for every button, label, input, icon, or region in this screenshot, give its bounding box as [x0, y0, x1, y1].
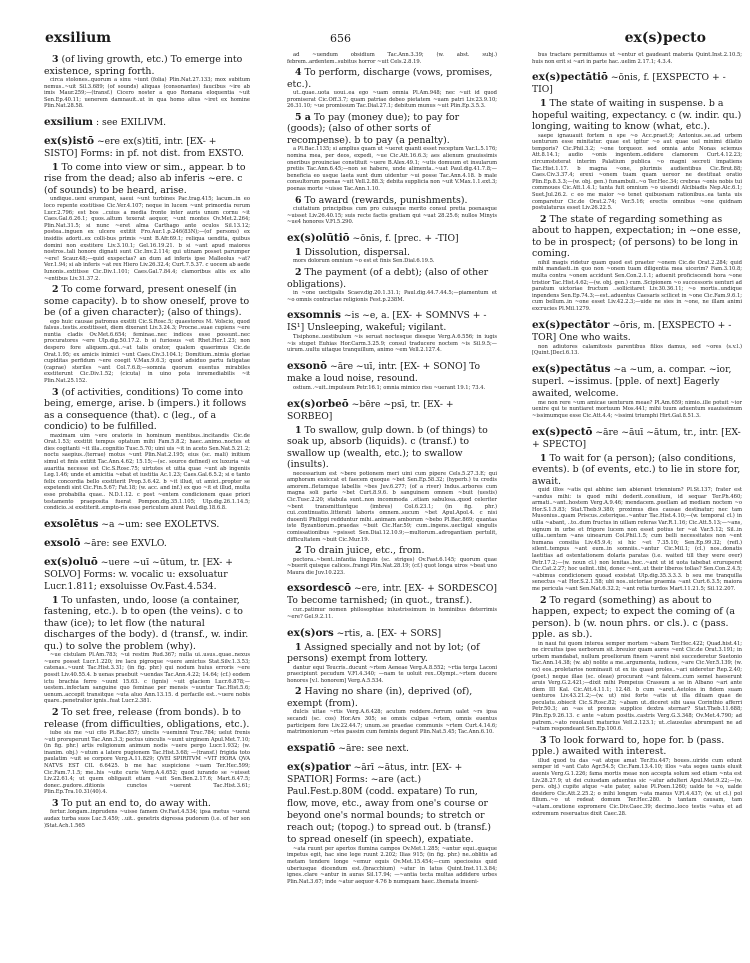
entry-grammar-line: ~a ~um: see EXOLETVS.	[101, 518, 220, 530]
sense-definition	[44, 54, 250, 77]
sense-definition	[287, 67, 497, 90]
sense-number: 3	[52, 54, 59, 65]
sense-definition	[532, 735, 742, 758]
sense-text: (of living growth, etc.) To emerge into existence, spring forth.	[44, 54, 243, 77]
sense-text: To put an end to, do away with.	[61, 797, 211, 809]
citations: dantur equi Teucris..ducunt ~rtem Aeneae Verg.A.8.552; ~rtia terga Laconi praecipiunt pecudum V.Fl.4.340; —nam te uoluit rex..Olympi..~rtem ducere honores [v.l. honorem] Verg.A.5.534.	[287, 664, 497, 684]
headword: exsolō	[44, 536, 81, 549]
sense-definition	[287, 545, 497, 557]
sense-definition	[532, 214, 742, 260]
dictionary-entry	[44, 54, 250, 110]
entry-head	[287, 627, 497, 640]
headword: ex(s)oluō	[44, 555, 98, 568]
citations: nihil magis ridetur quam quod est praeter ~onem Cic.de Orat.2.284; quid mihi mandasti..in quo non ~onem tuam diligentia mea uicerim? Fam.3.10.8; multa contra ~onem accidunt Sen.Con.2.1.1; aduenit proficiscendi hora ~one tristior Tac.Hist.4.62;—(w. obj. gen.) cum..Scipionem ~o successoris uenturi ad paratum uictoriae fructum ..sollicitaret Liv.30.36.11; ~o mortis..undique inpendens Sen.Ep.74.3;—est..aduentus Caesaris scilicet in ~one Cic.Fam.9.6.1; cum bellum..in ~one esset Liv.42.2.3;—uide ne sies in ~one, ne illam animi excrucies Pl.Mil.1279.	[532, 259, 742, 312]
sense-number: 6	[295, 194, 302, 206]
dictionary-entry	[287, 52, 497, 226]
sense-number: 3	[540, 734, 547, 746]
citations: mors dolorum omnium ~o est et finis Sen.Dial.6.19.5.	[293, 258, 435, 265]
dictionary-entry	[44, 537, 250, 550]
dictionary-entry	[532, 319, 742, 357]
sense-text: The payment (of a debt); (also of other obligations).	[287, 267, 489, 290]
citations: necessarium est ~bere potionem meri uini cum pipere Cels.5.27.3.E; qui amphoram exsiccat et faecem quoque ~bet Sen.Ep.58.32; (hyperb.) tu credis amorem..fletumque labellis ~bes Juv.6.277; (of a river) Indus..arbores cum magna soli parte ~bet Curt.8.9.6. b sanguinem omnem ~buit (uestis) Cic.Tusc.2.20; stabula sunt..non incommoda ..etiam sabulosa..quod celeriter ~bent transmittuntque (imbres) Col.6.23.1; (in fig. phr.) cui..continuatio..litterati laboris omnem..sucum ~bet Apul.Apol.4. c nisi duoenti Philippi redduntur mihi..animam amborum ~bebo Pl.Bac.869; quantas iste Byzantiorum..praedas ~buit Cic.Har.59; cum..ingens..uectigal singulis comissationibus ~psisset Sen.Dial.12.10.9;—multorum..adrogantiam pertulit, difficultatem ~buit Cic.Mur.19.	[287, 470, 497, 543]
entry-head	[44, 537, 250, 550]
entry-head	[287, 360, 497, 385]
entry-head	[287, 309, 497, 334]
sense-text: To regard (something) as about to happen, expect; to expect the coming of (a person). b (w. noun phrs. or cls.). c (pass. pple. as sb.).	[532, 594, 735, 641]
citations: ciuitatium principibus cum pro cuiusque merito consul pretia poenasque ~uisset Liv.26.40.15; suis recte factis gratiam qui ~uat 28.25.6; nullos Minyis ~ue4 honores V.Fl.5.290.	[287, 206, 497, 226]
headword: ex(s)istō	[44, 134, 95, 147]
sense-number: 1	[540, 98, 547, 110]
entry-head	[287, 742, 497, 755]
sense-number: 5 a	[295, 111, 311, 123]
dictionary-entry	[44, 518, 250, 531]
sense-number: 1	[52, 161, 59, 173]
citations: in naui fui quom interea semper mortem ~abam Ter.Hec.422; Quad.hist.41; ne circuitus ipse uerborum sit..breuior quam aures ~ent Cic.de Orat.3.191; in urbem mandabat, nullum proeliorum finem ~arent nisi succederetur Suetonio Tac.Ann.14.38; (w. ab) nolite a me..argumenta, iudices, ~are Cic.Ver.5.139; (w. ex) eos..proletarios nominauit ut ex iis quasi proles..~ari uideretur Rep.2.40; (poet.) neque illae (sc. oleae) procurant ~ant falcem..cum semel haeserunt aruis Verg.G.2.421;—dixit mihi Pompeius Crassum a se in Albano ~ari ante diem III Kal. Cic.Att.4.11.1; 12.48. b cum ~aret..Aetolos in fidem suam uenturos Liv.43.21.2;—(w. ut) nisi forte ~atis ut illa diluam quae de peculatu..obiecit Cic.S.Rosc.82; ~abam ut..diceret sibi uasa Corinthio afferri Petr.50.3; an ~as ut pronus supplice dextra sternar? Stat.Theb.11.688; Plin.Ep.9.26.13. c ante ~atum positis..castris Verg.G.3.348; Ov.Met.4.790; ad patrem..~ato reuolauit maturius Vell.2.123.1; ut..clausulas abrumpant ne ad ~atum respondeant Sen.Ep.100.6.	[532, 640, 742, 733]
sense-definition	[44, 707, 250, 730]
sense-definition	[287, 642, 497, 665]
entry-grammar-line: ~ārī ~ātus, intr. [EX- + SPATIOR] Forms: ~are (act.) Paul.Fest.p.80M (codd. expatare) To run, flow, move, etc., away from one's course or beyond one's normal bounds; to stretch or reach out; (topog.) to spread out. b (transf.) to spread oneself (in speech), expatiate.	[287, 761, 491, 845]
sense-definition	[287, 267, 497, 290]
sense-text: To unfasten, undo, loose (a container, fastening, etc.). b to open (the veins). c to thaw (ice); to let flow (the natural discharges of the body). d (transf., w. indir. qu.) to solve the problem (why).	[44, 594, 249, 652]
sense-number: 2	[295, 686, 302, 698]
sense-number: 2	[52, 707, 59, 718]
dictionary-entry	[44, 135, 250, 512]
sense-text: (of activities, conditions) To come into being, emerge, arise. b (impers.) it follows as a consequence (that). c (leg., of a condicio) to be fulfilled.	[44, 386, 247, 433]
citations: illud quod tu das ~at atque amat Ter.Eu.447; boues..uiride cum edunt semper id ~ant Cato Agr.54.5; Cic.Fam.13.4.10; illos ~ata seges uanis elusit auenis Verg.G.1.226; fama mortis meae non accepta solum sed etiam ~nta est Liv.28.27.9; ut dei cuiusdam aduentus sic ~atur adulteri Apul.Met.9.22;—(w. pers. obj.) cupite atque ~ate pater, salue Pl.Poen.1260; ualde te ~o, ualde desidero Cic.Att.2.25.2; o mihi longum ~ata manus V.Fl.4.437; (w. ut cl.) pol filium..~o ut redeat domum Ter.Hec.280. b tantam causam, tam ~atam..oratione expromere Cic.Div.Caec.39; decimo..loco testis ~atus et ad extremum reseruatus dixit Caec.28.	[532, 757, 742, 817]
dictionary-entry	[532, 71, 742, 312]
entry-grammar-line: ~āre: see next.	[338, 742, 409, 754]
headword: ex(s)pectātus	[532, 362, 611, 375]
headword: exsolētus	[44, 517, 99, 530]
citations: me non rere ~um amicae uenturum meae? Pl.Am.659; nimio..ille potuit ~ior uenire qui te nuntiaret mortuum Mos.441; mihi tuum aduentum suauissimum ~issimumque esse Cic.Att.4.4; ~issimi triumphi Hirt.Gal.8.51.3.	[532, 399, 742, 419]
sense-text: To pay (money due); to pay for (goods); (also of other sorts of recompense). b to pay (a penalty).	[287, 111, 460, 146]
entry-head	[287, 398, 497, 423]
entry-head	[532, 71, 742, 96]
sense-definition	[532, 453, 742, 488]
citations: quid illos ~atis qui abhinc iam abierant triennium? Pl.St.137; frater est ~andus mihi: is quod mihi dederit..consilium, id sequar Ter.Ph.460; armati..~ant..hostem Verg.A.9.46; mendacem..puellam ad mediam noctem ~o Hor.S.1.5.83; Stat.Theb.9.380; proximus dies causae destinatur; nec tam Musonius..quam Priscus..ceterique..~antur Tac.Hist.4.10;—(w. temporal cl.) in uilla ~abant, ..to..dum fructus in uillam referas Var.R.1.16; Cic.Att.5.13;—~ans, signum in urbe et frigore lucem non esset potius ter ~at Var.5.12; Sil..in uilla..uentum ~ans uinearum Col.Phil.1.5; cum belli necessitates non ~ent humana consilia Liv.45.9.4; si hic ~et 7.35.10; Sen.Ep.99.32; (refl.) silent..tempus ~ant eum..in somniis..~antur Cic.Mil.1; (cl.) nos..donatis laetitias ad ostentationem dolaris paratas (i.e. waited till they were over) Petr.17.2;—(w. noun cl.) non lenitas..hoc..~ant ut id uota tabebat eruruperet Cic.Cat.2.27; hoc uelint..tibi, donec ~ent..ut their liberos tollas? Sen.Con.2.4.5; ~abimus condicionem quoad exsistat Ulp.dig.35.3.3.3. b seu me tranquilla senectus ~at Hor.S.2.1.58; ubi nos..uictoriae praemia ~ant Curt.6.3.5; maiora me pericula ~ant Sen.Nat.6.32.2; ~ant retia turdos Mart.11.21.5; Sil.12.207.	[532, 487, 742, 592]
citations: a Pl.Bac.1135; si amplius quam ut ~ueret quanti esset receptum Var.L.5.176; nomina mea, per deos, expedi, ~ue Cic.Att.16.6.3; aes alienum grauissimis oneribus prouinciae constituit ~uere B.Alex.49.1; ~utis domuum et insularum pretiis Tac.Ann.6.45;—non se habere, unde alimenta..~uat Paul.dig.41.7.8;—beneficia eo usque laeta sunt dum uidentur ~ui posse Tac.Ann.4.18. b male consultorum poenas ~uit Vell.2.88.3; debita supplicia non ~uit V.Max.1.1.ext.3; poenas morte ~uisse Tac.Ann.1.10.	[287, 146, 497, 193]
dictionary-entry	[287, 309, 497, 354]
sense-number: 2	[52, 284, 59, 296]
headword: ex(s)olūtiō	[287, 231, 350, 244]
citations: undique..ueni erumpant, saeui ~unt turbines Pac.trag.415; lacum..in eo loco repente exstitisse Cic.Ver.4.107; neque in lucem ~unt primordia rerum Lucr.2.796; est bos ..cuius a media fronte inter auris unum cornu ~it Caes.Gal.6.26.1; quos..altum texerat aequor, ~unt montes Ov.Met.2.264; Plin.Nat.31.5; si nunc ~eret alma Carthago ante oculos Sil.13.12; postea..inguen ex ulcere extitit Fro.Aur.1.p.246(83N);—(of persons) ex insidiis adorti..ex colli-bus primis ~unt B.Afr.69.1; reliqua uendita, quibus domini non exstitere Liv.3.10.1; Gel.16.19.21. b si ~ant apud maiores nostros..tali honore dignati sunt Cic.Inv.2.114; qui utinam posset parumper ~ere! Scaur.48;—quid exspectas? an dum ad inferis ipse Malleolus ~at? Ver.1.94; si ab inferis ~at rex Hiero Liv.26.32.4; Curt.7.5.37. c uocem ab aede Iunonis..extitisse Cic.Div.1.101; Caes.Gal.7.84.4; clamoribus aliis ex alio ~entibus Liv.31.37.2.	[44, 196, 250, 282]
entry-head	[287, 761, 497, 846]
sense-text: To come forward, present oneself (in some capacity). b to show oneself, prove to be (of a given character); (also of things).	[44, 284, 250, 319]
sense-number: 2	[295, 267, 302, 278]
citations: ego huic causae patronus exstiti Cic.S.Rosc.5; quaestores M. Volscio, quod falsus..testis..exstitisset, diem dixerant Liv.3.24.3; Procne..suae cupiens ~ere nuntia cladis Ov.Met.6.654; feminae..nec indices esse possunt..nec procuratores ~ere Ulp.dig.50.17.2. b si furiosus ~et Rhet.Her.1.23; non despero fore aliquem..qui..~at talis orator, qualem quaerimus Cic.de Orat.1.95; ex amicis inimici ~unt Caes.Civ.3.104.1; Domitium..nimia gloriae cupiditas perfidum ~ere coegit V.Max.9.6.3; quod adsiduo partu fatigatae (caprae) steriles ~ant Col.7.6.8;—somnia quorum euentus mirabiles exstiterunt Cic.Div.1.52; (cicuta) in uino pota inremediabilis ~it Plin.Nat.25.152.	[44, 318, 250, 385]
entry-head	[532, 426, 742, 451]
sense-text: To swallow, gulp down. b (of things) to soak up, absorb (liquids). c (transf.) to swallow up (wealth, etc.); to swallow (insults).	[287, 424, 488, 471]
left-guideword: exsilium	[45, 30, 112, 46]
headword: exsilium	[44, 115, 94, 128]
headword: ex(s)patior	[287, 760, 351, 773]
sense-number: 2	[540, 594, 547, 606]
entry-grammar-line: ~ere, intr. [EX- + SORDESCO] To become tarnished; (in quot., transf.).	[287, 583, 497, 607]
dictionary-entry	[287, 761, 497, 886]
sense-text: To set free, release (from bonds). b to release (from difficulties, obligations, etc.).	[44, 707, 250, 730]
sense-number: 3	[52, 386, 59, 398]
sense-text: The state of waiting in suspense. b a hopeful waiting, expectancy. c (w. indir. qu.) longing, waiting to know (what, etc.).	[532, 98, 742, 133]
headword: ex(s)pectātor	[532, 318, 610, 331]
entry-grammar-line: ~ere ex(s)titī, intr. [EX- + SISTO] Forms: in pf. not dist. from EXSTO.	[44, 135, 244, 159]
citations: circa stolones..quorum a sinu ~iunt (folia) Plin.Nat.27.133; mox subitum nemus..~uit Sil.3.689; (of sounds) aliquas (consonantes) faucibus ~ire ab imis Maur.259;—(transf.) Cicero noster a quo Romana eloquentia ~uit Sen.Ep.40.11; uenerem damnauit..ut in qua homo alius ~iret ex homine Plin.Nat.28.58.	[44, 77, 250, 110]
sense-definition	[532, 595, 742, 641]
sense-number: 1	[540, 452, 547, 464]
entry-grammar-line: ~ōris, m. [EXSPECTO + -TOR] One who waits.	[532, 319, 732, 343]
citations: ostium..~uit..impulsum Petr.16.1; omnia mimico risu ~uerant 19.1; 73.4.	[293, 384, 486, 391]
sense-text: To wait for (a person); (also conditions, events). b (of events, etc.) to lie in store for, await.	[532, 452, 741, 487]
citations: ad ~uendum obsidium Tac.Ann.3.39; (w. abst. subj.) febrem..ardentem..subitus horror ~uit Cels.2.8.19.	[287, 52, 497, 65]
entry-grammar-line: ~āre ~āuī ~ātum, tr., intr. [EX- + SPECTO]	[532, 426, 741, 450]
citations: ~ue cistulam Pl.Am.783; ~ui restim Rud.367; nulla ui..usus..quae..nexus ~uere posset Lucr.1.220; ire lacu pigroque ~uere amictus Stat.Silv.1.3.53; catenas..~uunt Tac.Hist.3.31; (in fig. phr.) qui nodum huius erroris ~ere possit Liv.40.55.4. b uenas praebuit ~uendas Tac.Ann.4.22; 14.64; (cf.) eodem ictu brachia ferro ~uunt 15.63. c (ignis) ~uit glaciem Lucr.6.878;—uestem..infectam sanguine quo feminae per mensis ~uuntur Tac.Hist.5.6; uenum..accepit transitque ~uta aluo Ann.13.15. d perfacile est..~uere nobis quare..penetralior ignis..fuat Lucr.2.381.	[44, 652, 250, 705]
dictionary-entry	[287, 627, 497, 736]
dictionary-entry	[287, 360, 497, 392]
entry-grammar-line: ~uere ~uī ~ūtum, tr. [EX- + SOLVO] Forms: w. vocalic u: exsoluatur Lucr.1.811; exsoluisse Ov.Fast.4.534.	[44, 556, 233, 592]
entry-grammar-line: ~rtis, a. [EX- + SORS]	[336, 627, 442, 639]
sense-text: To look forward to, hope for. b (pass. pple.) awaited with interest.	[532, 734, 725, 758]
sense-definition	[287, 195, 497, 207]
entry-head	[44, 116, 250, 129]
column-3	[532, 52, 742, 823]
entry-head	[44, 518, 250, 531]
entry-grammar-line: ~ōnis, f. [EXSPECTO + -TIO]	[532, 72, 726, 96]
citations: saepe ignauauit fortem n spe ~o Acc.praet.9; Antonius..se..ad urbem uenturum esse minitatur. quae est igitur ~o aut quae uel minimi dilatio temporis? Cic.Phil.3.2; ~one torqueor. sed omnia ante Nonas sciemus Att.8.14.1; audio ~onis ingentem..edidere clamorem Curt.4.12.23; circumsteterat interim Palatium publica ~o magni secreti impatiens Tac.Hist.1.17. b magna ~one, plurimis audientibus Cic.Brut.88; Caes.Civ.3.37.4; erexi ~onem tuam quam uereor ne destituat oratio Plin.Ep.8.3.3;—(w. obj. gen.) funambuli..~o Ter.Hec.34; crebras ~onis nobis tui commoues Cic.Att.1.4.1; tanta fuit omnium ~o uisendi Alcibiadis Nep.Alc.6.1; Suet.Jul.26.2. c eo me maior ~o tenet quibusnam rationibus..ea tanta uis comparetur Cic.de Orat.2.74; Ver.5.16; erectis omnibus ~one quidnam postulaturus esset Liv.26.22.5.	[532, 132, 742, 212]
headword: exsonō	[287, 359, 328, 372]
sense-number: 2	[295, 545, 302, 557]
citations: maximam uim ~ere oratoris in hominum mentibus..incitandis Cic.de Orat.1.53; exstitit tempus optatum mihi Fam.5.8.2; haec..animo..noctes et dies cogitanti ~it illa..cognitio Tusc.5.70; uini uis ~it in aceto Sen.Nat.5.21.2; noctu saepius..(terrae) motus ~unt Plin.Nat.2.195; eius (sc. mali) initium simul et finis extitit Tac.Ann.4.62; 15.15;—(sc. source defined) ex luxuria ~at auaritia necesse est Cic.S.Rosc.75; uirtutes et uitia quae ~unt ab ingeniis Leg.1.46; unde et amicitia ~ebat et iustitia Ac.1.23; Caes.Gal.6.5.2; si e tanto felix concordia bello exstiterit Prop.3.6.42. b ~it illud, ut amici..propter se expetendi sint Cic.Fin.5.67; Fat.18; (w. acc. and inf.) ex quo ~it et illud, multa esse probabilia quae.. N.D.1.12. c post ~entem condicionem quae priori testamento praeposita fuerat Pompon.dig.35.1.105; Ulp.dig.26.1.14.5; condicio..si exstiterit..empto-ris esse periculum aiunt Paul.dig.18.6.8.	[44, 432, 250, 512]
sense-number: 3	[52, 797, 59, 809]
sense-text: To drain juice, etc., from.	[304, 545, 425, 557]
sense-text: Having no share (in), deprived (of), exempt (from).	[287, 686, 473, 709]
sense-definition	[532, 98, 742, 133]
sense-number: 4	[295, 67, 302, 79]
entry-head	[532, 363, 742, 400]
dictionary-entry	[287, 398, 497, 577]
headword: exsomnis	[287, 309, 341, 322]
page-number: 656	[330, 32, 351, 45]
entry-grammar-line: ~is ~e, a. [EX- + SOMNVS + -IS¹] Unsleeping, wakeful; vigilant.	[287, 310, 487, 334]
dictionary-entry	[44, 556, 250, 829]
sense-number: 1	[295, 424, 302, 436]
sense-definition	[44, 798, 250, 810]
sense-text: Dissolution, dispersal.	[304, 246, 410, 258]
sense-text: To award (rewards, punishments).	[304, 194, 468, 206]
citations: in ~one uectigalis Scaev.dig.20.1.31.1; Paul.dig.44.7.44.5;—piamentum et ~o omnis contractae religionis Fest.p.238M.	[287, 290, 497, 303]
citations: iube sis me ~ui cito Pl.Bac.857; uinclis ~ueminni Truc.784; uelut frenis ~uti proruperunt Tac.Ann.3.3; pectus uinculis ~uunt uirginem Apul.Met.7.10; (in fig. phr.) artis religionum animum nodis ~uere pergo Lucr.1.932; (w. inanim. obj.) ~utum a latere pugionem Tac.Hist.3.68; —(transf.) frigida toto paulatim ~uit se corpore Verg.A.11.829; QVEI SPIRITVM ~VIT HORA QVA NATVS EST CIL 6.6425. b me hac suspicione ~uam Ter.Hec.599; Cic.Fam.7.1.5; me..his ~uite curis Verg.A.4.652; quod iurando se ~uisset Liv.22.61.4; ut quem obligauit etiam ~uit Sen.Ben.2.17.6; Mart.6.47.5; donec..pudore..ditionis cunctos ~uerent Tac.Hist.3.61; Plin.Ep.Tra.10.31(40).4.	[44, 730, 250, 796]
citations: bus tractare permittamus ut ~entur et gaudeant materia Quint.Inst.2.10.5; huis non erit si ~ari in parte hac..uelim 2.17.1; 4.3.4.	[532, 52, 742, 65]
dictionary-entry	[287, 582, 497, 620]
dictionary-entry	[532, 363, 742, 420]
sense-text: Assigned specially and not by lot; (of persons) exempt from lottery.	[287, 641, 480, 665]
sense-text: The state of regarding something as about to happen, expectation; in ~one esse, to be in prospect; (of persons) to be long in coming.	[532, 213, 741, 260]
headword: ex(s)ors	[287, 626, 334, 639]
headword: exsordescō	[287, 582, 352, 595]
sense-number: 1	[295, 641, 302, 653]
dictionary-entry	[532, 52, 742, 65]
dictionary-entry	[44, 116, 250, 129]
headword: ex(s)pectātiō	[532, 71, 608, 84]
headword: ex(s)orbeō	[287, 397, 349, 410]
citations: ~ata ruunt per apertos flumina campos Ov.Met.1.285; ~antur equi..quaque impetus egit, hac sine lege ruunt 2.202; Ilias 915; (in fig. phr.) ne..oblitis ad metam tendere longe ~emur equis Ov.Met.15.454;—cum speciosius quid uberiusque dicendum est..(bracchium) ~atur in latus Quint.Inst.11.3.84; ignes..clare ~antur in auras Sil.17.94; —~antia tecta multas addidere urbes Plin.Nat.3.67; inde ~atur aequor 4.76 b numquam haec..themata inueni-	[287, 845, 497, 885]
sense-number: 2	[540, 213, 547, 225]
entry-grammar-line: ~āre ~uī, intr. [EX- + SONO] To make a loud noise, resound.	[287, 360, 481, 384]
sense-definition	[44, 387, 250, 433]
sense-text: To come into view or sim., appear. b to rise from the dead; also ab inferis ~ere. c (of sounds) to be heard, arise.	[44, 161, 246, 196]
entry-head	[287, 232, 497, 245]
sense-definition	[44, 162, 250, 197]
citations: fertur..longam..inprudens ~uisse famem Ov.Fast.4.534; ipsa metus ~uerat audax turba suos Luc.5.459; ..uit.. genetrix digressa pudorem (i.e. of her son )Stat.Ach.1.565	[44, 809, 250, 829]
column-2	[287, 52, 497, 891]
entry-head	[44, 135, 250, 160]
entry-grammar-line: : see EXILIVM.	[95, 116, 167, 128]
sense-definition	[287, 686, 497, 709]
citations: pectora..~bent..infantia linguis (sc. striges) Ov.Fast.6.145; quorum quae ~buerit quisque calices..frangi Plin.Nat.28.19; (cf.) quot longa uiros ~beat uno Maura die Juv.10.223.	[287, 556, 497, 576]
citations: cur..patimur nomen philosophiae inlustrissimum in hominibus deterrimis ~ere? Gel.9.2.11.	[287, 607, 497, 620]
citations: Tisiphone..uestibulum ~is seruat noctesque diesque Verg.A.6.556; in iugis ~is stupet Euhias Hor.Carm.3.25.9; consul traducere noctem ~is Sil.9.5;—uirum..uultu uitaque tranquillum, animo ~em Vell.2.127.4.	[287, 334, 497, 354]
dictionary-entry	[287, 742, 497, 755]
entry-head	[532, 319, 742, 344]
column-1	[44, 52, 250, 835]
entry-grammar-line: ~āre: see EXVLO.	[83, 537, 167, 549]
right-guideword: ex(s)pecto	[624, 30, 706, 46]
headword: ex(s)pectō	[532, 425, 593, 438]
sense-definition	[287, 425, 497, 471]
citations: dulcis uitae ~rtis Verg.A.6.428; acutum reddere..ferrum ualet ~rs ipsa secandi (sc. cos) Hor.Ars 305; se omnis culpae ~rtem, omnis euentus participem fore Liv.22.44.7; unum..se praedae communis ~rtem Curt.4.14.6; matrimoniorum ~rtes passim cum feminis degunt Plin.Nat.5.45; Tac.Ann.6.10.	[287, 709, 497, 736]
entry-grammar-line: ~a ~um, a. compar. ~ior, superl. ~issimus. [pple. of next] Eagerly awaited, welcome.	[532, 363, 732, 399]
citations: ut..quae..uota uoui..ea ego ~uam omnia Pl.Am.948; nec ~uit id quod promiserat Cic.Off.3.7; quam patriae debeo pietatem ~uam patri Liv.23.9.10; 26.31.10; ~ue promissum Tac.Dial.27.1; debitum munus ~uit Plin.Ep.3.5.3.	[287, 90, 497, 110]
sense-number: 1	[52, 594, 59, 606]
dictionary-entry	[532, 426, 742, 818]
sense-text: To perform, discharge (vows, promises, etc.).	[287, 67, 493, 90]
sense-number: 1	[295, 246, 302, 258]
dictionary-entry	[287, 232, 497, 303]
sense-definition	[44, 595, 250, 653]
sense-definition	[287, 247, 497, 259]
entry-grammar-line: ~bēre ~psī, tr. [EX- + SORBEO]	[287, 398, 454, 422]
entry-head	[44, 556, 250, 593]
running-head	[0, 30, 750, 50]
sense-definition	[287, 112, 497, 147]
citations: non adiutores calamitosis parentibus filios damus, sed ~ores (s.v.l.) [Quint.]Decl.6.13.	[532, 343, 742, 357]
sense-definition	[44, 284, 250, 319]
entry-grammar-line: ~ōnis, f. [prec. + -TIO]	[352, 232, 459, 244]
entry-head	[287, 582, 497, 607]
headword: exspatiō	[287, 741, 336, 754]
